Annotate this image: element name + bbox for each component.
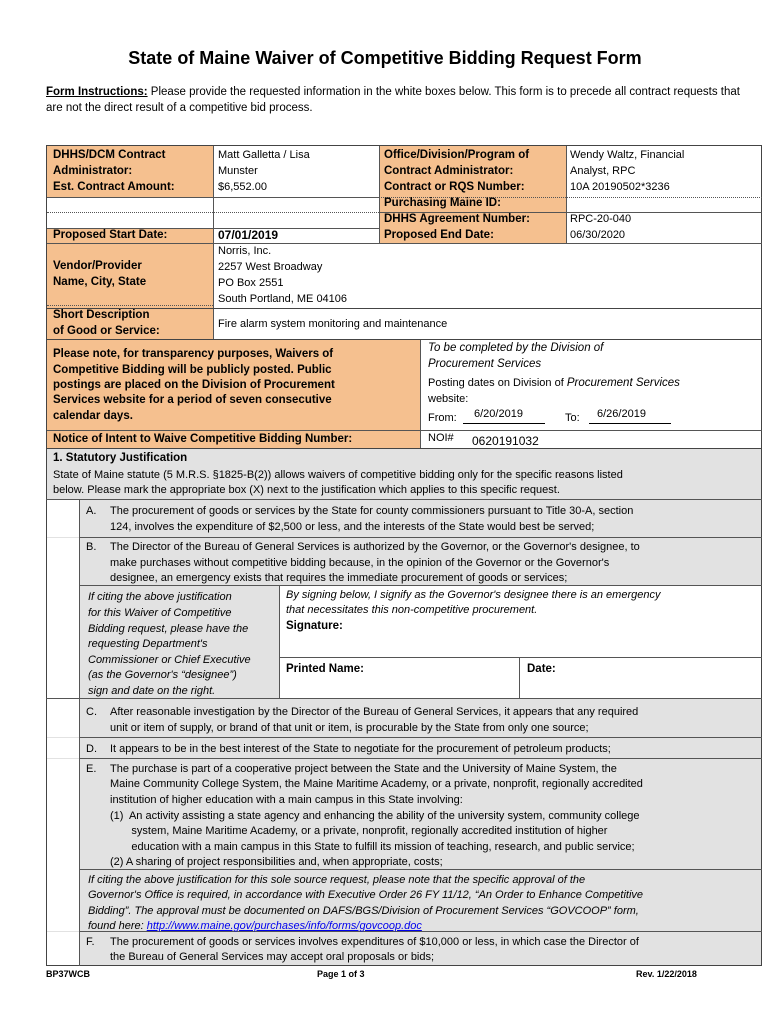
form-title: State of Maine Waiver of Competitive Bidding Request Form (128, 48, 642, 68)
item-d-letter: D. (86, 743, 97, 755)
revision-date: Rev. 1/22/2018 (636, 969, 697, 979)
admin-label-1: DHHS/DCM Contract (53, 149, 166, 161)
vendor-line[interactable]: PO Box 2551 (218, 277, 284, 289)
b-citing-line: sign and date on the right. (88, 685, 216, 697)
sign-statement: that necessitates this non-competitive procurement. (286, 604, 538, 616)
office-label-1: Office/Division/Program of (384, 149, 530, 161)
agreement-label: DHHS Agreement Number: (384, 213, 530, 225)
e-found-here: found here: http://www.maine.gov/purchases/info/forms/govcoop.doc (88, 920, 422, 932)
item-e-text: education with a main campus in this State to fulfill its mission of teaching, research, and public service; (110, 841, 635, 853)
start-label: Proposed Start Date: (53, 229, 168, 241)
vendor-line[interactable]: South Portland, ME 04106 (218, 293, 348, 305)
noi-prefix: NOI# (428, 432, 454, 444)
vendor-line[interactable]: 2257 West Broadway (218, 261, 323, 273)
posting-italic: Procurement Services (566, 377, 680, 389)
e-citing-line: Bidding”. The approval must be documented on DAFS/BGS/Division of Procurement Services “GOVCOOP” form, (88, 905, 639, 917)
item-e-text: (1) An activity assisting a state agency and enhancing the ability of the university system, community college (110, 810, 640, 822)
division-heading-2: Procurement Services (428, 358, 542, 370)
from-underline (463, 423, 545, 424)
from-date[interactable]: 6/20/2019 (474, 408, 523, 420)
end-value[interactable]: 06/30/2020 (570, 229, 626, 241)
justification-intro: below. Please mark the appropriate box (X) next to the justification which applies to this specific request. (53, 484, 560, 496)
rqs-label: Contract or RQS Number: (384, 181, 525, 193)
item-f-letter: F. (86, 936, 95, 948)
office-label-2: Contract Administrator: (384, 165, 514, 177)
checkbox-a[interactable] (47, 500, 79, 537)
checkbox-b[interactable] (47, 538, 79, 698)
item-e-text: Maine Community College System, the Maine Maritime Academy, or a private, nonprofit, regionally accredited (110, 778, 643, 790)
checkbox-c[interactable] (47, 699, 79, 737)
b-citing-line: If citing the above justification (88, 591, 232, 603)
note-line: Competitive Bidding will be publicly posted. Public (53, 364, 332, 376)
e-citing-line: If citing the above justification for this sole source request, please note that the specific approval of the (88, 874, 586, 886)
item-c-text: unit or item of supply, or brand of that unit or item, is procurable by the State from only one source; (110, 722, 589, 734)
item-e-text: (2) A sharing of project responsibilities and, when appropriate, costs; (110, 856, 443, 868)
noi-label: Notice of Intent to Waive Competitive Bidding Number: (53, 433, 353, 445)
note-line: Please note, for transparency purposes, Waivers of (53, 348, 334, 360)
govcoop-link[interactable]: http://www.maine.gov/purchases/info/forms/govcoop.doc (146, 920, 422, 932)
item-e-letter: E. (86, 763, 97, 775)
b-citing-line: for this Waiver of Competitive (88, 607, 232, 619)
vendor-label-1: Vendor/Provider (53, 260, 142, 272)
item-e-text: The purchase is part of a cooperative project between the State and the University of Maine System, the (110, 763, 617, 775)
admin-value-1[interactable]: Matt Galletta / Lisa (218, 149, 310, 161)
note-line: Services website for a period of seven consecutive (53, 394, 332, 406)
desc-label-1: Short Description (53, 309, 150, 321)
item-c-text: After reasonable investigation by the Director of the Bureau of General Services, it appears that any required (110, 706, 639, 718)
item-a-text: The procurement of goods or services by the State for county commissioners pursuant to Title 30-A, section (110, 505, 634, 517)
printed-name-label: Printed Name: (286, 663, 364, 675)
item-b-letter: B. (86, 541, 97, 553)
signature-label: Signature: (286, 620, 343, 632)
b-citing-line: (as the Governor's “designee”) (88, 669, 237, 681)
posting-text: Posting dates on Division of Procurement Services (428, 377, 680, 389)
item-a-text: 124, involves the expenditure of $2,500 or less, and the interests of the State would best be served; (110, 521, 595, 533)
item-b-text: make purchases without competitive bidding because, in the opinion of the Governor or the Governor's (110, 557, 610, 569)
instructions-label: Form Instructions: (46, 86, 148, 98)
posting-website: website: (428, 393, 469, 405)
end-label: Proposed End Date: (384, 229, 494, 241)
vendor-label-2: Name, City, State (53, 276, 147, 288)
item-e-text: institution of higher education with a main campus in this State involving: (110, 794, 463, 806)
b-citing-line: Bidding request, please have the (88, 623, 249, 635)
item-e-text: system, Maine Maritime Academy, or a private, nonprofit, regionally accredited institution of higher (110, 825, 608, 837)
b-citing-line: requesting Department's (88, 638, 208, 650)
note-line: postings are placed on the Division of Procurement (53, 379, 335, 391)
item-f-text: the Bureau of General Services may accept oral proposals or bids; (110, 951, 435, 963)
item-d-text: It appears to be in the best interest of the State to negotiate for the procurement of petroleum products; (110, 743, 611, 755)
item-a-letter: A. (86, 505, 97, 517)
page-number: Page 1 of 3 (317, 969, 365, 979)
b-citing-line: Commissioner or Chief Executive (88, 654, 251, 666)
checkbox-d[interactable] (47, 738, 79, 758)
e-citing-line: Governor's Office is required, in accordance with Executive Order 26 FY 11/12, “An Order to Enhance Competitive (88, 889, 644, 901)
office-value-2[interactable]: Analyst, RPC (570, 165, 636, 177)
division-heading-1: To be completed by the Division of (428, 342, 604, 354)
date-label: Date: (527, 663, 556, 675)
purchasing-label: Purchasing Maine ID: (384, 197, 501, 209)
note-line: calendar days. (53, 410, 133, 422)
noi-number[interactable]: 0620191032 (472, 434, 539, 448)
amount-label: Est. Contract Amount: (53, 181, 175, 193)
item-c-letter: C. (86, 706, 97, 718)
admin-value-2[interactable]: Munster (218, 165, 258, 177)
item-b-text: designee, an emergency exists that requires the immediate procurement of goods or services; (110, 572, 568, 584)
vendor-line[interactable]: Norris, Inc. (218, 245, 272, 257)
agreement-value[interactable]: RPC-20-040 (570, 213, 632, 225)
desc-value[interactable]: Fire alarm system monitoring and maintenance (218, 318, 448, 330)
instructions-text: Please provide the requested information in the white boxes below. This form is to precede all contract requests that are not the direct result of a competitive bid process. (46, 86, 740, 114)
sign-statement: By signing below, I signify as the Governor's designee there is an emergency (286, 589, 661, 601)
rqs-value[interactable]: 10A 20190502*3236 (570, 181, 670, 193)
to-label: To: (565, 412, 580, 424)
form-instructions (46, 84, 752, 116)
item-b-text: The Director of the Bureau of General Services is authorized by the Governor, or the Governor's designee, to (110, 541, 640, 553)
admin-label-2: Administrator: (53, 165, 133, 177)
justification-heading: 1. Statutory Justification (53, 452, 188, 464)
checkbox-e[interactable] (47, 759, 79, 931)
to-date[interactable]: 6/26/2019 (597, 408, 646, 420)
checkbox-f[interactable] (47, 932, 79, 965)
item-f-text: The procurement of goods or services involves expenditures of $10,000 or less, in which case the Director of (110, 936, 639, 948)
from-label: From: (428, 412, 457, 424)
start-value[interactable]: 07/01/2019 (218, 228, 279, 242)
amount-value[interactable]: $6,552.00 (218, 181, 267, 193)
office-value-1[interactable]: Wendy Waltz, Financial (570, 149, 685, 161)
form-code: BP37WCB (46, 969, 91, 979)
to-underline (589, 423, 671, 424)
justification-intro: State of Maine statute (5 M.R.S. §1825-B(2)) allows waivers of competitive bidding only for the specific reasons listed (53, 469, 623, 481)
desc-label-2: of Good or Service: (53, 325, 160, 337)
